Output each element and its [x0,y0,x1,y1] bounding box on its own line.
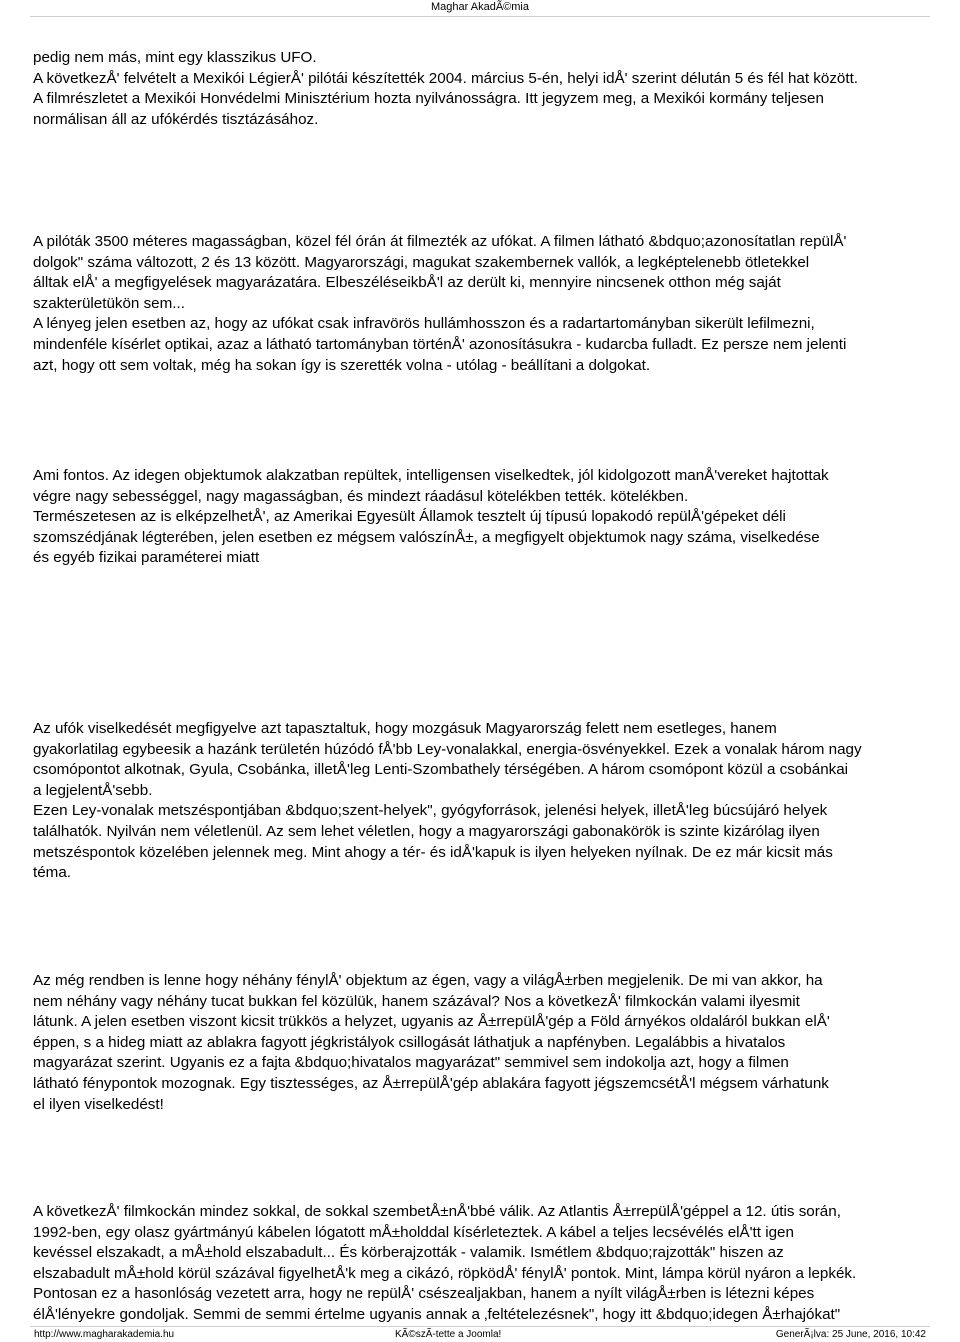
footer-url-link[interactable]: http://www.magharakademia.hu [34,1329,175,1340]
text-line: Az még rendben is lenne hogy néhány fénylÅ' objektum az égen, vagy a világÅ±rben megjelenik. De mi van akkor, ha [33,972,823,989]
paragraph-6 [33,1202,933,1326]
text-line: éppen, s a hideg miatt az ablakra fagyott jégkristályok csillogását láthatjuk a napfényben. Legalábbis a hivatalos [33,1033,786,1051]
paragraph-5 [33,971,933,1115]
text-line: és egyéb fizikai paraméterei miatt [33,549,260,567]
text-line: szomszédjának légterében, jelen esetben ez mégsem valószínÅ±, a megfigyelt objektumok nagy száma, viselkedése [33,528,820,546]
text-line: kevéssel elszakadt, a mÅ±hold elszabadult... És körberajzották - valamik. Ismétlem &bdquo;rajzották" hiszen az [33,1244,784,1262]
site-title: Maghar AkadÃ©mia [431,1,529,13]
paragraph-2 [33,232,933,376]
text-line: azt, hogy ott sem voltak, még ha sokan így is szerették volna - utólag - beállítani a dolgokat. [33,356,651,374]
paragraph-4 [33,719,933,884]
text-line: metszéspontok közelében jelennek meg. Mint ahogy a tér- és idÅ'kapuk is ilyen helyeken nyílnak. De ez már kicsit más [33,843,833,861]
page-header [0,0,960,16]
text-line: a legjelentÅ'sebb. [33,781,153,799]
text-line: dolgok" száma változott, 2 és 13 között. Magyarországi, magukat szakembernek vallók, a legképtelenebb ötletekkel [33,253,810,271]
text-line: élÅ'lényekre gondoljak. Semmi de semmi értelme ugyanis annak a ‚feltételezésnek", hogy itt &bdquo;idegen Å±rhajókat" [33,1305,841,1323]
text-line: elszabadult mÅ±hold körül százával figyelhetÅ'k meg a cikázó, röpködÅ' fénylÅ' pontok. Mint, lámpa körül nyáron a lepkék. [33,1264,857,1282]
text-line: mindenféle kísérlet optikai, azaz a látható tartományban történÅ' azonosításukra - kudarcba fulladt. Ez persze nem jelenti [33,335,847,353]
text-line: Ezen Ley-vonalak metszéspontjában &bdquo;szent-helyek", gyógyforrások, jelenési helyek, illetÅ'leg búcsújáró helyek [33,802,828,820]
footer-generated-date: GenerÃ¡lva: 25 June, 2016, 10:42 [775,1329,926,1340]
page-footer [30,1326,930,1342]
text-line: A következÅ' felvételt a Mexikói LégierÅ' pilótái készítették 2004. március 5-én, helyi idÅ' szerint délután 5 és fél hat között. [33,69,859,87]
paragraph-3 [33,466,933,569]
text-line: normálisan áll az ufókérdés tisztázásához. [33,110,319,128]
text-line: 1992-ben, egy olasz gyártmányú kábelen lógatott mÅ±holddal kísérleteztek. A kábel a teljes lecsévélés elÅ'tt igen [33,1223,794,1241]
text-line: el ilyen viselkedést! [33,1095,164,1113]
header-divider [30,16,930,17]
text-line: álltak elÅ' a megfigyelések magyarázatára. ElbeszéléseikbÅ'l az derült ki, mennyire nincsenek otthon még saját [33,274,781,292]
text-line: A következÅ' filmkockán mindez sokkal, de sokkal szembetÅ±nÅ'bbé válik. Az Atlantis Å±rrepülÅ'géppel a 12. útis során, [33,1203,841,1220]
text-line: Természetesen az is elképzelhetÅ', az Amerikai Egyesült Államok tesztelt új típusú lopakodó repülÅ'gépeket déli [33,508,786,526]
text-line: találhatók. Nyilván nem véletlenül. Az sem lehet véletlen, hogy a magyarországi gabonakörök is szinte kizárólag ilyen [33,822,820,840]
text-line: látható fénypontok mozognak. Egy tisztességes, az Å±rrepülÅ'gép ablakára fagyott jégszemcsétÅ'l mégsem várhatunk [33,1074,829,1092]
text-line: Az ufók viselkedését megfigyelve azt tapasztaltuk, hogy mozgásuk Magyarország felett nem esetleges, hanem [33,720,777,737]
text-line: A pilóták 3500 méteres magasságban, közel fél órán át filmezték az ufókat. A filmen látható &bdquo;azonosítatlan repülÅ' [33,233,847,250]
text-line: szakterületükön sem... [33,294,185,312]
text-line: téma. [33,864,71,882]
text-line: nem néhány vagy néhány tucat bukkan fel közülük, hanem százával? Nos a következÅ' filmkockán valami ilyesmit [33,992,800,1010]
text-line: csomópontot alkotnak, Gyula, Csobánka, illetÅ'leg Lenti-Szombathely térségében. A három csomópont közül a csobánkai [33,761,849,779]
paragraph-1 [33,48,933,130]
text-line: magyarázat szerint. Ugyanis ez a fajta &bdquo;hivatalos magyarázat" semmivel sem indokolja azt, hogy a filmen [33,1054,789,1072]
text-line: pedig nem más, mint egy klasszikus UFO. [33,49,317,66]
text-line: Pontosan ez a hasonlóság vezetett arra, hogy ne repülÅ' csészealjakban, hanem a nyílt világÅ±rben is létezni képes [33,1285,815,1303]
text-line: gyakorlatilag egybeesik a hazánk területén húzódó fÅ'bb Ley-vonalakkal, energia-ösvényekkel. Ezek a vonalak három nagy [33,740,862,758]
text-line: látunk. A jelen esetben viszont kicsit trükkös a helyzet, ugyanis az Å±rrepülÅ'gép a Föld árnyékos oldaláról bukkan elÅ' [33,1013,830,1031]
text-line: A filmrészletet a Mexikói Honvédelmi Minisztérium hozta nyilvánosságra. Itt jegyzem meg, a Mexikói kormány teljesen [33,90,824,108]
text-line: Ami fontos. Az idegen objektumok alakzatban repültek, intelligensen viselkedtek, jól kidolgozott manÅ'vereket hajtottak [33,467,829,484]
text-line: A lényeg jelen esetben az, hogy az ufókat csak infravörös hullámhosszon és a radartartományban sikerült lefilmezni, [33,315,815,333]
footer-joomla-credit: KÃ©szÃ-tette a Joomla! [395,1329,502,1340]
text-line: végre nagy sebességgel, nagy magasságban, és mindezt ráadásul kötelékben tették. kötelékben. [33,487,689,505]
